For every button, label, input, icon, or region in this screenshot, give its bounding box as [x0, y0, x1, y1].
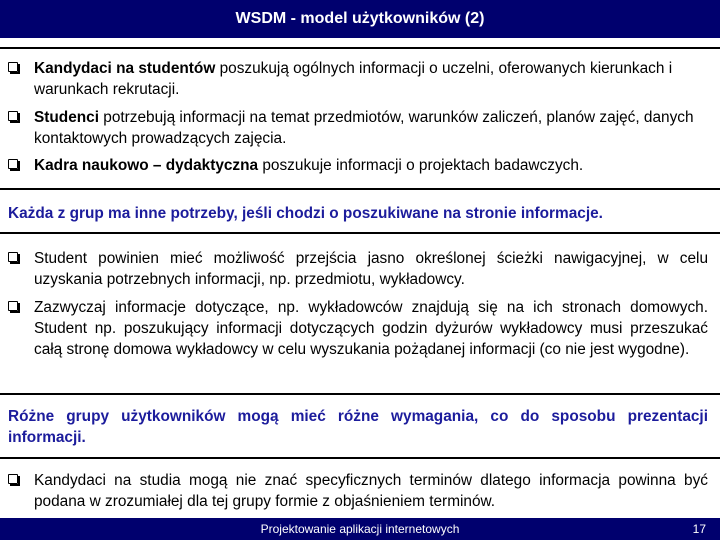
note-needs: Każda z grup ma inne potrzeby, jeśli chodzi o poszukiwane na stronie informacje.: [8, 205, 603, 222]
bullet-rest: potrzebują informacji na temat przedmiotów, warunków zaliczeń, planów zajęć, danych kontaktowych prowadzących zajęcia.: [34, 109, 694, 147]
footer-course-title: Projektowanie aplikacji internetowych: [260, 522, 460, 536]
checkbox-bullet-icon: [8, 62, 18, 72]
bullet-rest: poszukują ogólnych informacji o uczelni, oferowanych kierunkach i warunkach rekrutacji.: [34, 60, 673, 98]
checkbox-bullet-icon: [8, 252, 18, 262]
divider-3: [0, 393, 720, 395]
bullet-text: Student powinien mieć możliwość przejścia jasno określonej ścieżki nawigacyjnej, w celu uzyskania potrzebnych informacji, np. przedmiotu, wykładowcy.: [34, 250, 708, 288]
divider-1: [0, 188, 720, 190]
bullet-bold-term: Studenci: [34, 109, 99, 126]
bullet-item-terms: [8, 470, 708, 512]
divider-4: [0, 457, 720, 459]
note-requirements: Różne grupy użytkowników mogą mieć różne wymagania, co do sposobu prezentacji informacji.: [8, 408, 708, 446]
bullet-text: Zazwyczaj informacje dotyczące, np. wykładowców znajdują się na ich stronach domowych. Student np. poszukujący informacji dotyczących godzin dyżurów wykładowcy musi przeszukać całą stronę domowa wykładowcy w celu wyszukania pożądanej informacji (co nie jest wygodne).: [34, 299, 708, 358]
bullet-text: [34, 58, 708, 100]
bullet-text: [34, 155, 708, 176]
bullet-item-students: [8, 107, 708, 149]
checkbox-bullet-icon: [8, 159, 18, 169]
slide-title: WSDM - model użytkowników (2): [235, 10, 485, 27]
bullet-item-staff: [8, 155, 708, 176]
divider-2: [0, 232, 720, 234]
slide-title-bar: [0, 0, 720, 38]
bullet-bold-term: Kandydaci na studentów: [34, 60, 216, 77]
checkbox-bullet-icon: [8, 111, 18, 121]
bullet-item-navigation: [8, 248, 708, 290]
bullet-text: [34, 107, 708, 149]
checkbox-bullet-icon: [8, 474, 18, 484]
page-number: 17: [692, 522, 706, 536]
bullet-bold-term: Kadra naukowo – dydaktyczna: [34, 157, 259, 174]
bullet-item-candidates: [8, 58, 708, 100]
divider-top: [0, 47, 720, 49]
slide-footer: [0, 518, 720, 540]
bullet-rest: poszukuje informacji o projektach badawczych.: [258, 157, 584, 174]
bullet-text: Kandydaci na studia mogą nie znać specyficznych terminów dlatego informacja powinna być podana w zrozumiałej dla tej grupy formie z objaśnieniem terminów.: [34, 472, 708, 510]
checkbox-bullet-icon: [8, 301, 18, 311]
bullet-item-homepages: [8, 297, 708, 360]
